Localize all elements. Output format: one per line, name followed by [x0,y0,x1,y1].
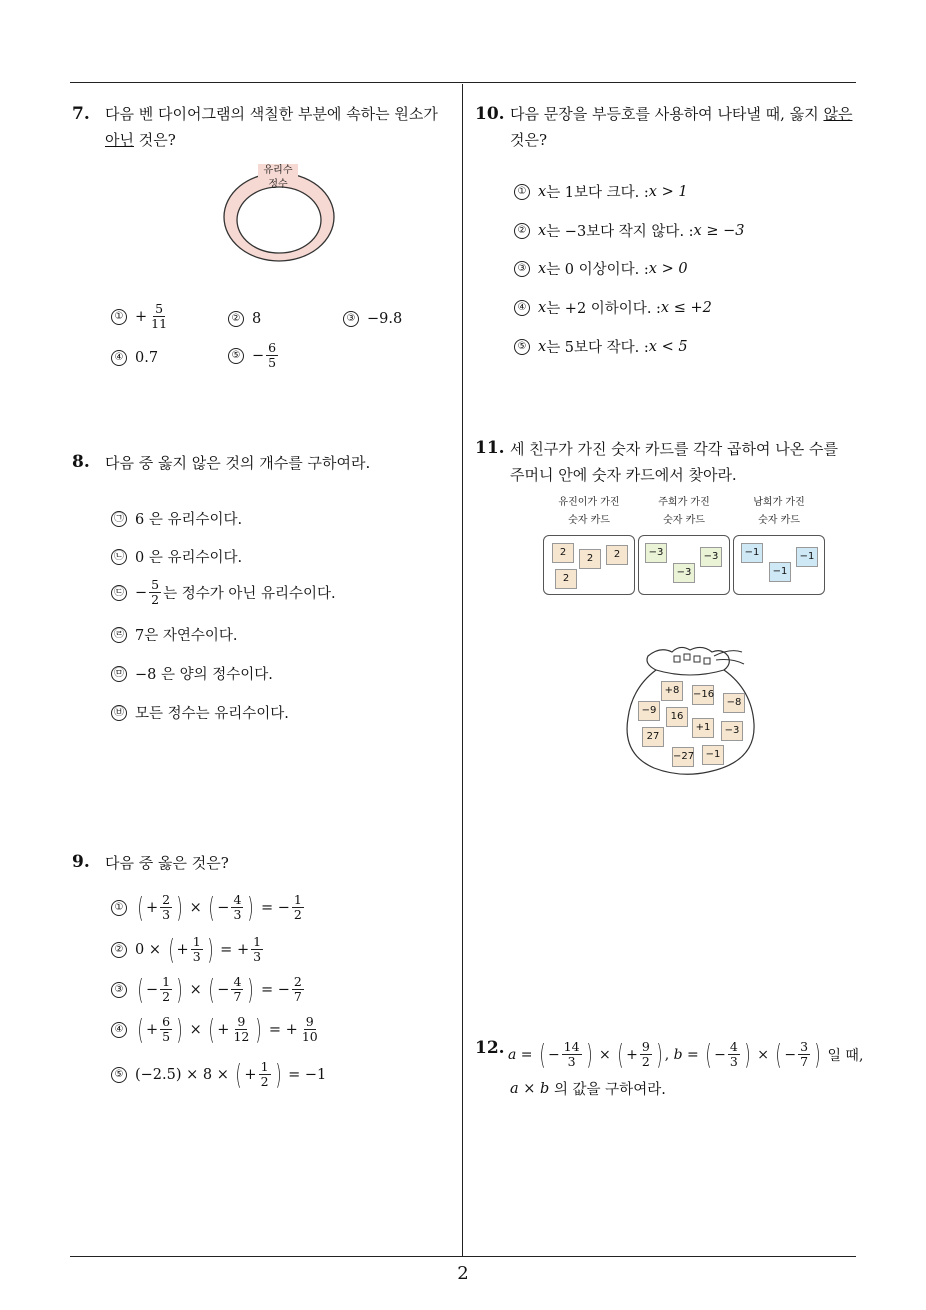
q8-item-1 [111,508,242,529]
q10-choice-2[interactable] [514,220,744,241]
choice-expr: x ≤ +2 [660,299,712,316]
choice-text: 는 +2 이하이다. : [546,301,661,317]
q10-underlined-word: 않은 [823,105,853,123]
group-label-juhee [638,494,730,530]
q9-choice-4[interactable]: ④ ( + $\frac{6}{5}$ ) × ( + $\frac{9}{12}$ ) = + $\frac{9}{10}$ [111,1015,322,1044]
fraction: $\frac{6}{5}$ [268,340,277,370]
q12-text: 의 값을 구하여라. [553,1082,666,1098]
choice-expr: x ≥ −3 [693,222,745,239]
venn-label-rational: 유리수 [258,164,298,178]
q11-number: 11. [475,438,505,458]
q7-choice-1[interactable] [111,302,171,331]
bag-card: −9 [638,701,660,721]
q9-choice-2[interactable]: ② 0 × ( + $\frac{1}{3}$ ) = + $\frac{1}{3}$ [111,935,265,964]
sign: − [252,347,265,364]
q8-text: 다음 중 옳지 않은 것의 개수를 구하여라. [105,454,371,472]
bag-card: −27 [672,747,694,767]
q7-choice-2[interactable] [228,311,261,327]
bag-card: 27 [642,727,664,747]
group-label-namhee [733,494,825,530]
group-label-yujin [543,494,635,530]
number-card: −3 [673,563,695,583]
q8-item-4 [111,624,238,645]
var: x [538,338,547,355]
q10-choice-1[interactable] [514,181,688,202]
choice-mark: ④ [111,1022,127,1038]
number-card: −3 [700,547,722,567]
q12-suffix: 일 때, [827,1047,864,1064]
q9-choice-3[interactable]: ③ ( − $\frac{1}{2}$ ) × ( − $\frac{4}{7}$ ) = − $\frac{2}{7}$ [111,975,306,1004]
choice-mark: ③ [111,982,127,998]
choice-mark: ① [111,309,127,325]
bag-card: +1 [692,718,714,738]
q9-number: 9. [72,852,90,872]
choice-mark: ⑤ [228,348,244,364]
sign: − [135,584,148,601]
q7-choice-3[interactable] [343,311,402,327]
q12-line2: a × b 의 값을 구하여라. [510,1078,666,1099]
q9-choice-1[interactable]: ① ( + $\frac{2}{3}$ ) × ( − $\frac{4}{3}$ ) = − $\frac{1}{2}$ [111,893,306,922]
q8-item-5 [111,663,273,684]
q8-item-6 [111,702,289,723]
number-card: −3 [645,543,667,563]
fraction: $\frac{5}{2}$ [151,577,160,607]
choice-text: 는 0 이상이다. : [546,262,649,278]
column-divider [462,84,463,1256]
label-line1: 유진이가 가진 [558,497,620,508]
q12-expression: a = ( − $\frac{14}{3}$ ) × ( + $\frac{9}{2}$ ) , b = ( − $\frac{4}{3}$ ) × ( − $\frac{3}{7}$ ) 일 때, [508,1037,864,1071]
label-line2: 숫자 카드 [758,515,800,526]
choice-mark: ① [111,900,127,916]
number-card: 2 [552,543,574,563]
q12-number: 12. [475,1038,505,1058]
q9-choice-5[interactable]: ⑤ (−2.5) × 8 × ( + $\frac{1}{2}$ ) = −1 [111,1060,326,1089]
var: x [538,183,547,200]
item-text: −8 은 양의 정수이다. [135,667,273,683]
item-text: 0 은 유리수이다. [135,550,243,566]
var: x [538,222,547,239]
choice-mark: ③ [514,261,530,277]
choice-mark: ⑤ [111,1067,127,1083]
choice-expr: x > 0 [648,260,688,277]
number-card: −1 [741,543,763,563]
choice-text: 8 [252,311,262,327]
item-mark: ㉥ [111,705,127,721]
item-mark: ㉠ [111,511,127,527]
choice-text: 는 5보다 작다. : [546,340,649,356]
q11-text-line1: 세 친구가 가진 숫자 카드를 각각 곱하여 나온 수를 [510,440,838,458]
q11-text [510,436,870,488]
choice-text: 는 −3보다 작지 않다. : [546,224,694,240]
var: x [538,260,547,277]
choice-expr: x > 1 [648,183,688,200]
number-card: −1 [796,547,818,567]
item-mark: ㉣ [111,627,127,643]
bag-card: −8 [723,693,745,713]
q7-text-line1: 다음 벤 다이어그램의 색칠한 부분에 속하는 원소가 [105,105,438,123]
bag-card: −1 [702,745,724,765]
q9-text: 다음 중 옳은 것은? [105,854,229,872]
item-text: 는 정수가 아닌 유리수이다. [163,586,336,602]
q10-choice-3[interactable] [514,258,688,279]
fraction: $\frac{5}{11}$ [151,301,168,331]
choice-mark: ③ [343,311,359,327]
bag-card: 16 [666,707,688,727]
choice-mark: ② [514,223,530,239]
q10-text-line2: 것은? [510,131,548,149]
bottom-rule [70,1256,856,1257]
label-line2: 숫자 카드 [568,515,610,526]
top-rule [70,82,856,83]
bag-card: −3 [721,721,743,741]
choice-mark: ② [111,942,127,958]
q7-text [105,101,455,153]
venn-inner-ring [237,187,321,253]
bag-card: +8 [661,681,683,701]
page-number: 2 [457,1263,469,1284]
choice-text: 는 1보다 크다. : [546,185,649,201]
q7-choice-4[interactable] [111,350,158,366]
label-line2: 숫자 카드 [663,515,705,526]
number-card: 2 [579,549,601,569]
q7-underlined-word: 아닌 [105,131,134,149]
q7-choice-5[interactable] [228,341,280,370]
choice-text: 0.7 [135,350,159,366]
q8-item-3 [111,578,336,607]
choice-expr: x < 5 [648,338,688,355]
choice-mark: ⑤ [514,339,530,355]
q7-text-line2: 것은? [133,131,176,149]
choice-text: −9.8 [367,311,403,327]
q10-text-line1: 다음 문장을 부등호를 사용하여 나타낼 때, 옳지 [510,105,824,123]
item-text: 모든 정수는 유리수이다. [135,706,289,722]
var: x [538,299,547,316]
label-line1: 주희가 가진 [658,497,710,508]
item-mark: ㉢ [111,585,127,601]
number-card: 2 [606,545,628,565]
choice-mark: ① [514,184,530,200]
bag-card: −16 [692,685,714,705]
q10-choice-5[interactable] [514,336,688,357]
q10-choice-4[interactable] [514,297,712,318]
item-mark: ㉤ [111,666,127,682]
number-card: −1 [769,562,791,582]
item-mark: ㉡ [111,549,127,565]
q11-text-line2: 주머니 안에 숫자 카드에서 찾아라. [510,466,737,484]
label-line1: 남희가 가진 [753,497,805,508]
q10-number: 10. [475,104,505,124]
item-text: 6 은 유리수이다. [135,512,243,528]
venn-label-integer: 정수 [268,179,288,190]
sign: + [135,308,148,325]
q8-number: 8. [72,452,90,472]
choice-mark: ④ [111,350,127,366]
q7-number: 7. [72,104,90,124]
q10-text [510,101,870,153]
number-card: 2 [555,569,577,589]
item-text: 7은 자연수이다. [135,628,238,644]
choice-mark: ④ [514,300,530,316]
q8-item-2 [111,546,242,567]
choice-mark: ② [228,311,244,327]
